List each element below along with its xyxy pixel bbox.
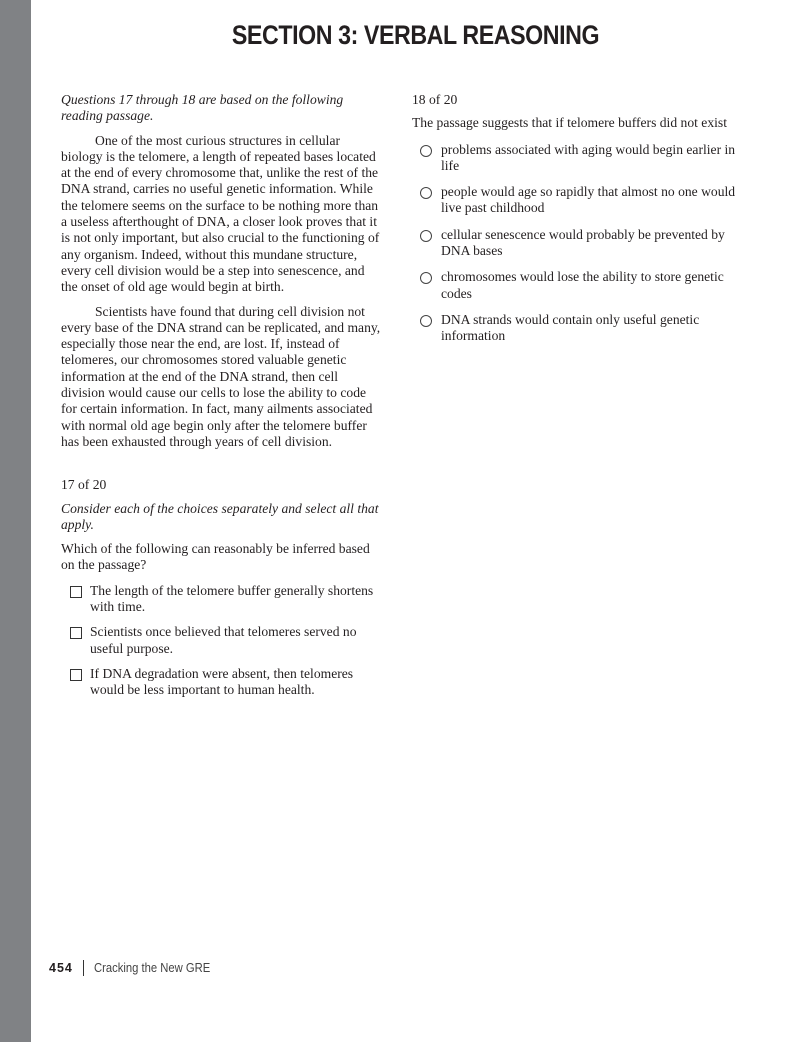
question-number: 17 of 20 <box>61 477 107 493</box>
page-footer <box>49 960 223 976</box>
answer-choice[interactable] <box>69 583 383 616</box>
question-prompt: The passage suggests that if telomere buffers did not exist <box>412 115 727 131</box>
footer-divider <box>83 960 84 976</box>
choice-text: The length of the telomere buffer generally shortens with time. <box>90 582 374 615</box>
page-edge-bar <box>0 0 31 1042</box>
choice-text: problems associated with aging would begin earlier in life <box>441 141 736 173</box>
answer-choice[interactable] <box>420 227 737 260</box>
answer-choice[interactable] <box>69 666 383 699</box>
book-title: Cracking the New GRE <box>93 961 211 975</box>
question-17 <box>61 477 383 698</box>
answer-choice[interactable] <box>69 624 383 657</box>
radio-icon[interactable] <box>420 315 432 327</box>
left-column <box>61 92 383 699</box>
section-title: SECTION 3: VERBAL REASONING <box>231 20 600 50</box>
radio-icon[interactable] <box>420 230 432 242</box>
choice-text: cellular senescence would probably be prevented by DNA bases <box>441 226 725 259</box>
page-number: 454 <box>49 961 73 975</box>
choice-text: Scientists once believed that telomeres served no useful purpose. <box>90 624 357 656</box>
question-instruction: Consider each of the choices separately and select all that apply. <box>61 500 379 532</box>
radio-icon[interactable] <box>420 187 432 199</box>
answer-choice[interactable] <box>420 312 737 345</box>
passage-intro: Questions 17 through 18 are based on the following reading passage. <box>61 92 344 124</box>
answer-choice[interactable] <box>420 269 737 302</box>
checkbox-icon[interactable] <box>70 586 82 598</box>
question-number: 18 of 20 <box>412 92 458 107</box>
choice-text: If DNA degradation were absent, then telomeres would be less important to human health. <box>90 665 354 698</box>
passage-paragraph-2: Scientists have found that during cell division not every base of the DNA strand can be replicated, and many, especially those near the end, are lost. If, instead of telomeres, our chromosomes stored valuable genetic information at the end of the DNA strand, then cell division would cause our cells to lose the ability to code for certain information. In fact, many ailments associated with normal old age begin only after the telomere buffer has been exhausted through years of cell division. <box>61 303 381 449</box>
question-prompt: Which of the following can reasonably be inferred based on the passage? <box>61 541 370 573</box>
checkbox-icon[interactable] <box>70 669 82 681</box>
answer-choice[interactable] <box>420 184 737 217</box>
choice-text: DNA strands would contain only useful genetic information <box>441 311 700 344</box>
choice-text: people would age so rapidly that almost no one would live past childhood <box>441 184 736 216</box>
radio-icon[interactable] <box>420 272 432 284</box>
question-18 <box>412 92 737 345</box>
answer-choice[interactable] <box>420 142 737 175</box>
passage-paragraph-1: One of the most curious structures in cellular biology is the telomere, a length of repeated bases located at the end of every chromosome that, unlike the rest of the DNA strand, carries no useful genetic information. While the telomere seems on the surface to be nothing more than a useless afterthought of DNA, a closer look proves that it is not only important, but also crucial to the functioning of any organism. Indeed, without this mundane structure, every cell division would be a step into senescence, and the onset of old age would begin at birth. <box>61 132 380 295</box>
radio-icon[interactable] <box>420 145 432 157</box>
checkbox-icon[interactable] <box>70 627 82 639</box>
choice-text: chromosomes would lose the ability to store genetic codes <box>441 269 724 301</box>
